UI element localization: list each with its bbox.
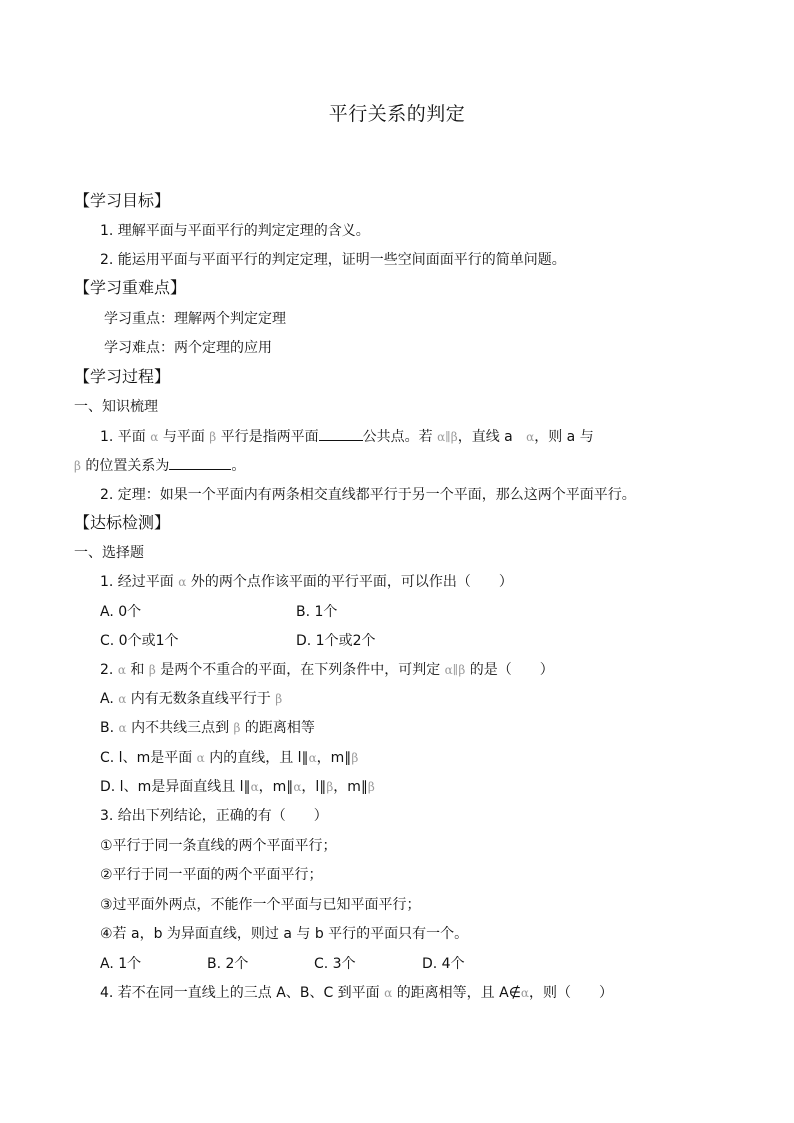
question-3: 3. 给出下列结论，正确的有（ ） [100,808,328,824]
q2-option-a: A. α 内有无数条直线平行于 β [100,691,283,707]
key-point-difficulty: 学习难点：两个定理的应用 [104,340,272,356]
alpha-symbol: α [150,430,159,444]
q1-option-b: B. 1个 [296,604,338,620]
q1-option-d: D. 1个或2个 [296,633,376,649]
q3-option-a: A. 1个 [100,956,142,972]
q3-statement-1: ①平行于同一条直线的两个平面平行； [100,838,337,854]
objective-item-1: 1. 理解平面与平面平行的判定定理的含义。 [100,223,370,239]
knowledge-item-2: 2. 定理：如果一个平面内有两条相交直线都平行于另一个平面，那么这两个平面平行。 [100,487,636,503]
section-heading-test: 【达标检测】 [74,513,171,532]
fill-blank[interactable] [319,426,363,441]
q1-option-c: C. 0个或1个 [100,633,179,649]
subheading-knowledge: 一、知识梳理 [74,399,158,415]
objective-item-2: 2. 能运用平面与平面平行的判定定理，证明一些空间面面平行的简单问题。 [100,252,566,268]
q1-option-a: A. 0个 [100,604,142,620]
knowledge-item-1-cont: β 的位置关系为 。 [74,455,245,476]
question-1: 1. 经过平面 α 外的两个点作该平面的平行平面，可以作出（ ） [100,574,513,590]
question-2: 2. α 和 β 是两个不重合的平面，在下列条件中，可判定 α∥β 的是（ ） [100,662,554,678]
q3-statement-2: ②平行于同一平面的两个平面平行； [100,867,323,883]
q3-option-b: B. 2个 [207,956,249,972]
page-title: 平行关系的判定 [328,103,466,125]
q2-option-b: B. α 内不共线三点到 β 的距离相等 [100,720,315,736]
q3-statement-3: ③过平面外两点，不能作一个平面与已知平面平行； [100,897,421,913]
knowledge-item-1: 1. 平面 α 与平面 β 平行是指两平面 公共点。若 α∥β，直线 a α，则 a 与 [100,426,594,447]
section-heading-objectives: 【学习目标】 [74,191,171,210]
section-heading-key-points: 【学习重难点】 [74,278,187,297]
subheading-choice: 一、选择题 [74,545,144,561]
beta-symbol: β [209,430,217,444]
question-4: 4. 若不在同一直线上的三点 A、B、C 到平面 α 的距离相等，且 A∉α，则（ ） [100,985,614,1001]
q2-option-c: C. l、m是平面 α 内的直线，且 l∥α，m∥β [100,750,359,766]
fill-blank[interactable] [169,455,231,470]
q3-option-d: D. 4个 [422,956,465,972]
key-point-focus: 学习重点：理解两个判定定理 [104,311,286,327]
section-heading-process: 【学习过程】 [74,367,171,386]
q3-option-c: C. 3个 [314,956,356,972]
q3-statement-4: ④若 a，b 为异面直线，则过 a 与 b 平行的平面只有一个。 [100,926,469,942]
q2-option-d: D. l、m是异面直线且 l∥α，m∥α，l∥β，m∥β [100,779,375,795]
